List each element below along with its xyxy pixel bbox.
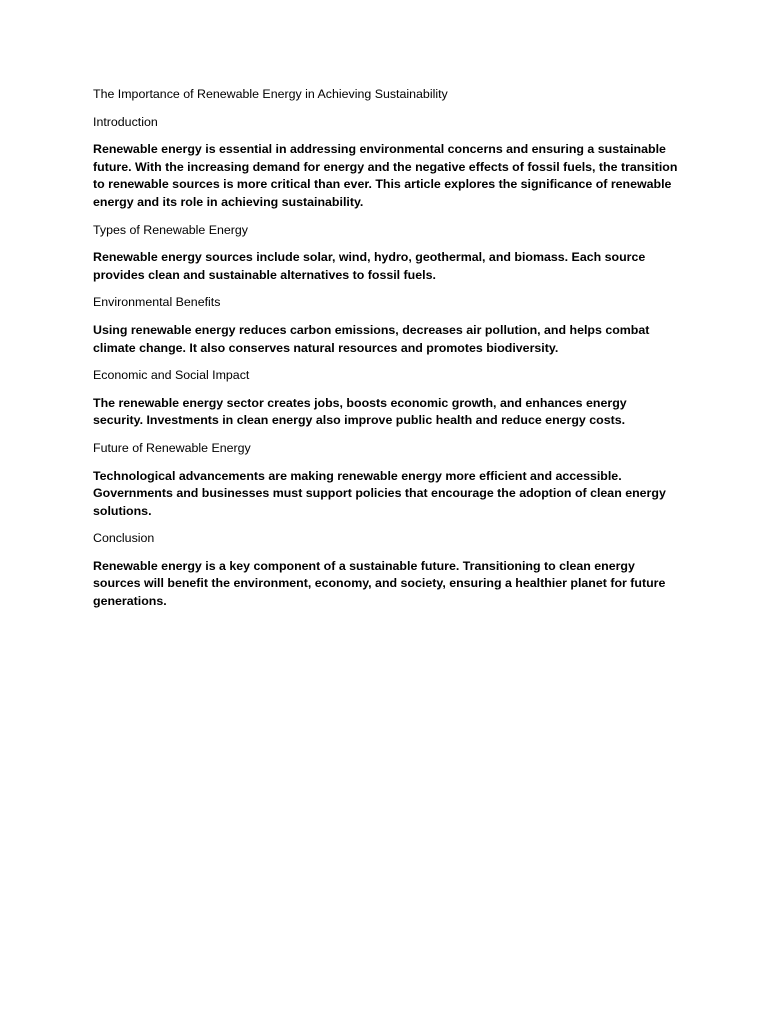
section-heading-future: Future of Renewable Energy [93, 440, 251, 455]
section-heading-conclusion: Conclusion [93, 531, 155, 546]
section-body-introduction: Renewable energy is essential in addressing environmental concerns and ensuring a sustainable future. With the increasing demand for energy and the negative effects of fossil fuels, the transition to renewable sources is more critical than ever. This article explores the significance of renewable energy and its role in achieving sustainability. [93, 142, 678, 209]
section-body-future: Technological advancements are making renewable energy more efficient and accessible. Governments and businesses must support policies that encourage the adoption of clean energy solutions. [93, 468, 666, 518]
section-body-environmental-benefits: Using renewable energy reduces carbon emissions, decreases air pollution, and helps combat climate change. It also conserves natural resources and promotes biodiversity. [93, 322, 650, 355]
section-body-conclusion: Renewable energy is a key component of a sustainable future. Transitioning to clean energy sources will benefit the environment, economy, and society, ensuring a healthier planet for future generations. [93, 558, 666, 609]
section-heading-environmental-benefits: Environmental Benefits [93, 295, 221, 310]
section-heading-introduction: Introduction [93, 114, 158, 129]
section-heading-economic-social-impact: Economic and Social Impact [93, 368, 250, 383]
section-heading-types: Types of Renewable Energy [93, 222, 248, 237]
section-body-types: Renewable energy sources include solar, wind, hydro, geothermal, and biomass. Each source provides clean and sustainable alternatives to fossil fuels. [93, 250, 646, 282]
document-page [93, 86, 679, 621]
document-title: The Importance of Renewable Energy in Achieving Sustainability [93, 87, 448, 101]
section-body-economic-social-impact: The renewable energy sector creates jobs, boosts economic growth, and enhances energy security. Investments in clean energy also improve public health and reduce energy costs. [93, 395, 627, 428]
